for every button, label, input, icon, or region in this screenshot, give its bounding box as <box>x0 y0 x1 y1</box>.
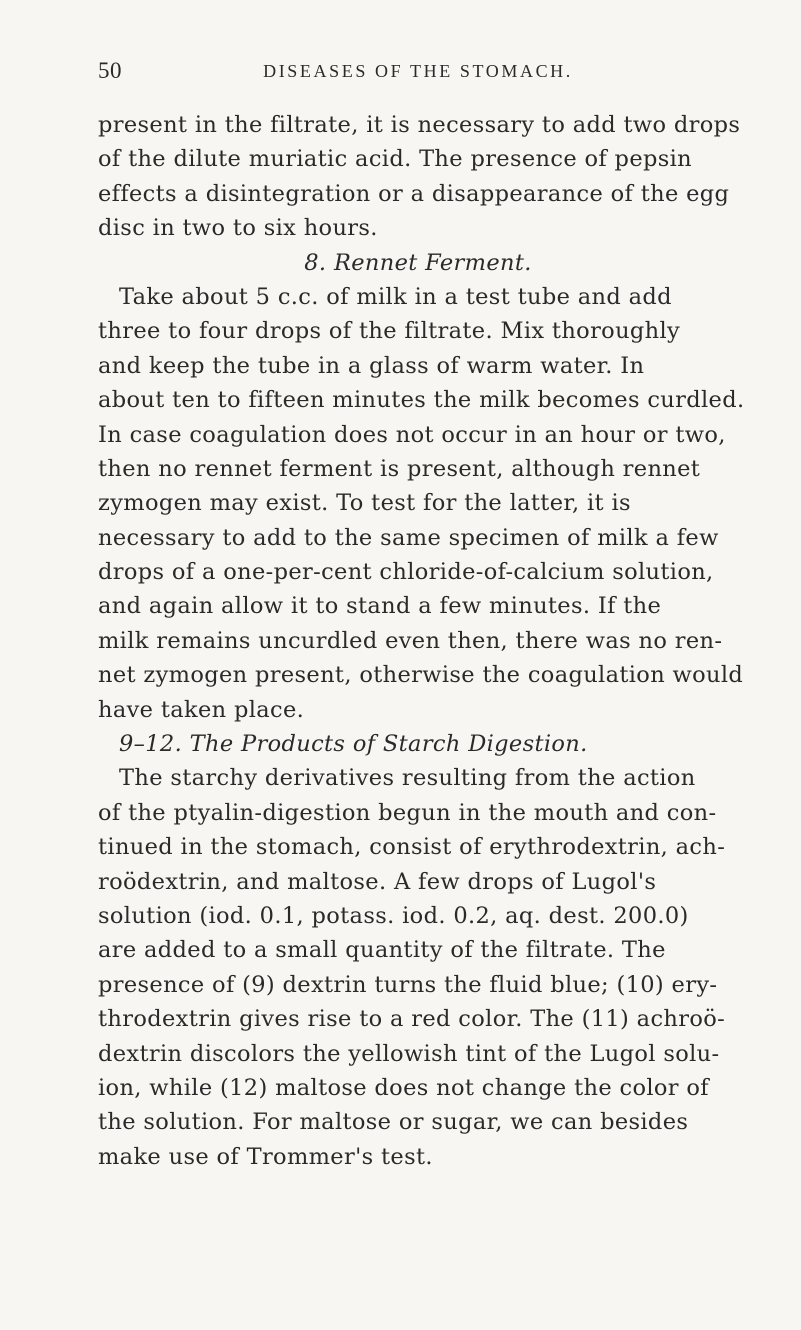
section-heading-rennet <box>98 246 738 280</box>
text-line: solution (iod. 0.1, potass. iod. 0.2, aq. dest. 200.0) <box>98 902 689 929</box>
text-line: The starchy derivatives resulting from the action <box>119 765 696 792</box>
section-title: Rennet Ferment. <box>333 249 532 276</box>
text-line: the solution. For maltose or sugar, we can besides <box>98 1109 689 1136</box>
text-line: milk remains uncurdled even then, there was no ren- <box>98 627 723 654</box>
text-line: Take about 5 c.c. of milk in a test tube and add <box>119 283 672 310</box>
text-line: are added to a small quantity of the filtrate. The <box>98 937 666 964</box>
text-line: net zymogen present, otherwise the coagulation would <box>98 662 744 689</box>
text-line: zymogen may exist. To test for the latter, it is <box>98 490 631 517</box>
text-line: roödextrin, and maltose. A few drops of Lugol's <box>98 868 657 895</box>
text-line: necessary to add to the same specimen of milk a few <box>98 524 719 551</box>
text-line: presence of (9) dextrin turns the fluid blue; (10) ery- <box>98 971 718 998</box>
text-line: effects a disintegration or a disappearance of the egg <box>98 180 730 207</box>
text-line: and keep the tube in a glass of warm water. In <box>98 352 645 379</box>
text-line: have taken place. <box>98 696 305 723</box>
text-line: throdextrin gives rise to a red color. The (11) achroö- <box>98 1006 726 1033</box>
text-line: tinued in the stomach, consist of erythrodextrin, ach- <box>98 834 726 861</box>
section-title: The Products of Starch Digestion. <box>189 731 588 758</box>
section-number: 9–12. <box>119 731 183 758</box>
text-line: present in the filtrate, it is necessary to add two drops <box>98 112 741 138</box>
page-number: 50 <box>98 58 122 83</box>
text-line: then no rennet ferment is present, although rennet <box>98 455 701 482</box>
page-header <box>98 58 738 88</box>
section-heading-starch <box>98 727 788 761</box>
text-line: of the dilute muriatic acid. The presence of pepsin <box>98 146 693 173</box>
text-line: make use of Trommer's test. <box>98 1143 433 1170</box>
text-line: of the ptyalin-digestion begun in the mouth and con- <box>98 799 717 826</box>
text-line: disc in two to six hours. <box>98 215 378 242</box>
text-line: drops of a one-per-cent chloride-of-calcium solution, <box>98 559 714 586</box>
text-line: dextrin discolors the yellowish tint of the Lugol solu- <box>98 1040 720 1067</box>
text-line: three to four drops of the filtrate. Mix thoroughly <box>98 318 681 345</box>
text-line: about ten to fifteen minutes the milk becomes curdled. <box>98 387 745 414</box>
text-line: and again allow it to stand a few minutes. If the <box>98 593 662 620</box>
text-line: In case coagulation does not occur in an hour or two, <box>98 421 726 448</box>
section-number: 8. <box>304 249 327 276</box>
body-text <box>98 108 788 1174</box>
running-head: DISEASES OF THE STOMACH. <box>263 61 573 81</box>
text-line: ion, while (12) maltose does not change the color of <box>98 1074 709 1101</box>
